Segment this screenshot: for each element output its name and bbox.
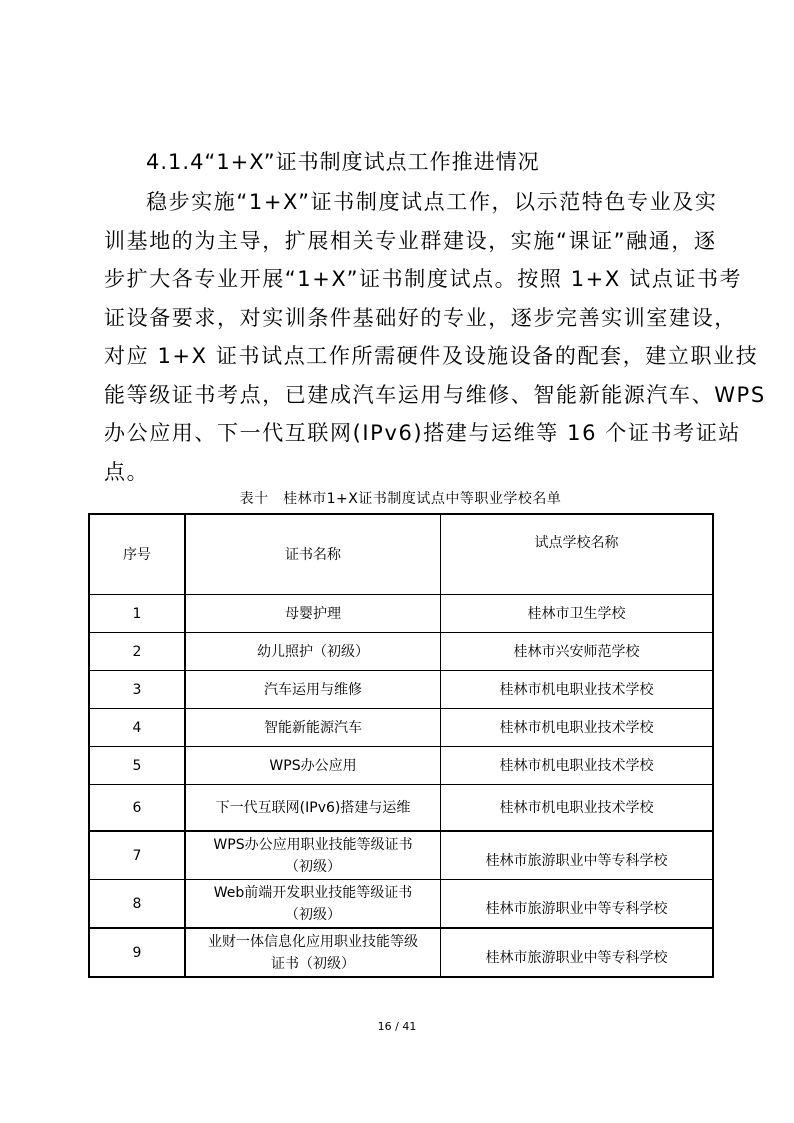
row-cert — [185, 880, 441, 929]
section-heading: 4.1.4“1+X”证书制度试点工作推进情况 — [146, 150, 540, 174]
row-cert: 下一代互联网(IPv6)搭建与运维 — [185, 785, 441, 832]
paragraph-line: 点。 — [104, 459, 150, 484]
paragraph-line: 训基地的为主导，扩展相关专业群建设，实施“课证”融通，逐 — [104, 228, 717, 253]
paragraph-line: 稳步实施“1+X”证书制度试点工作，以示范特色专业及实 — [146, 190, 718, 214]
row-cert: 幼儿照护（初级） — [185, 633, 441, 671]
row-no: 4 — [89, 709, 185, 747]
row-cert-line: 业财一体信息化应用职业技能等级 — [208, 933, 418, 950]
paragraph-line: 对应 1+X 证书试点工作所需硬件及设施设备的配套，建立职业技 — [104, 344, 759, 368]
table-row — [89, 831, 713, 880]
row-school — [441, 880, 714, 929]
paragraph-line: 步扩大各专业开展“1+X”证书制度试点。按照 1+X 试点证书考 — [104, 267, 743, 291]
table-row — [89, 709, 713, 747]
table-row — [89, 595, 713, 633]
row-no: 3 — [89, 671, 185, 709]
table-row — [89, 928, 713, 977]
row-cert: WPS办公应用 — [185, 747, 441, 785]
paragraph-line: 办公应用、下一代互联网(IPv6)搭建与运维等 16 个证书考证站 — [104, 421, 741, 445]
row-cert-line: WPS办公应用职业技能等级证书 — [213, 836, 413, 853]
table-caption: 表十 桂林市1+X证书制度试点中等职业学校名单 — [239, 491, 562, 507]
row-cert-line: （初级） — [285, 906, 341, 923]
row-cert — [185, 928, 441, 977]
row-school: 桂林市机电职业技术学校 — [441, 671, 714, 709]
row-cert: 汽车运用与维修 — [185, 671, 441, 709]
table-row — [89, 633, 713, 671]
row-no: 1 — [89, 595, 185, 633]
body-paragraph — [104, 183, 766, 491]
row-no: 8 — [89, 880, 185, 929]
row-school — [441, 831, 714, 880]
table-row — [89, 747, 713, 785]
paragraph-line: 证设备要求，对实训条件基础好的专业，逐步完善实训室建设， — [104, 305, 737, 330]
table-row — [89, 880, 713, 929]
table-header-row — [89, 514, 713, 595]
row-school-text: 桂林市旅游职业中等专科学校 — [485, 949, 668, 966]
header-school: 试点学校名称 — [441, 514, 714, 595]
table-row — [89, 785, 713, 832]
row-no: 5 — [89, 747, 185, 785]
header-cert: 证书名称 — [185, 514, 441, 595]
row-no: 2 — [89, 633, 185, 671]
pilot-schools-table — [88, 513, 714, 978]
row-school-text: 桂林市旅游职业中等专科学校 — [485, 852, 668, 869]
table-row — [89, 671, 713, 709]
row-school: 桂林市机电职业技术学校 — [441, 709, 714, 747]
row-no: 7 — [89, 831, 185, 880]
row-school-text: 桂林市旅游职业中等专科学校 — [485, 900, 668, 917]
page-number: 16 / 41 — [377, 1020, 417, 1033]
header-no: 序号 — [89, 514, 185, 595]
row-cert: 智能新能源汽车 — [185, 709, 441, 747]
row-no: 9 — [89, 928, 185, 977]
row-cert: 母婴护理 — [185, 595, 441, 633]
row-no: 6 — [89, 785, 185, 832]
row-cert-line: 证书（初级） — [271, 955, 355, 972]
row-school: 桂林市机电职业技术学校 — [441, 785, 714, 832]
paragraph-line: 能等级证书考点，已建成汽车运用与维修、智能新能源汽车、WPS — [104, 382, 766, 407]
row-school: 桂林市机电职业技术学校 — [441, 747, 714, 785]
row-cert-line: （初级） — [285, 858, 341, 875]
row-cert-line: Web前端开发职业技能等级证书 — [213, 884, 413, 901]
row-school: 桂林市兴安师范学校 — [441, 633, 714, 671]
row-school — [441, 928, 714, 977]
row-cert — [185, 831, 441, 880]
row-school: 桂林市卫生学校 — [441, 595, 714, 633]
